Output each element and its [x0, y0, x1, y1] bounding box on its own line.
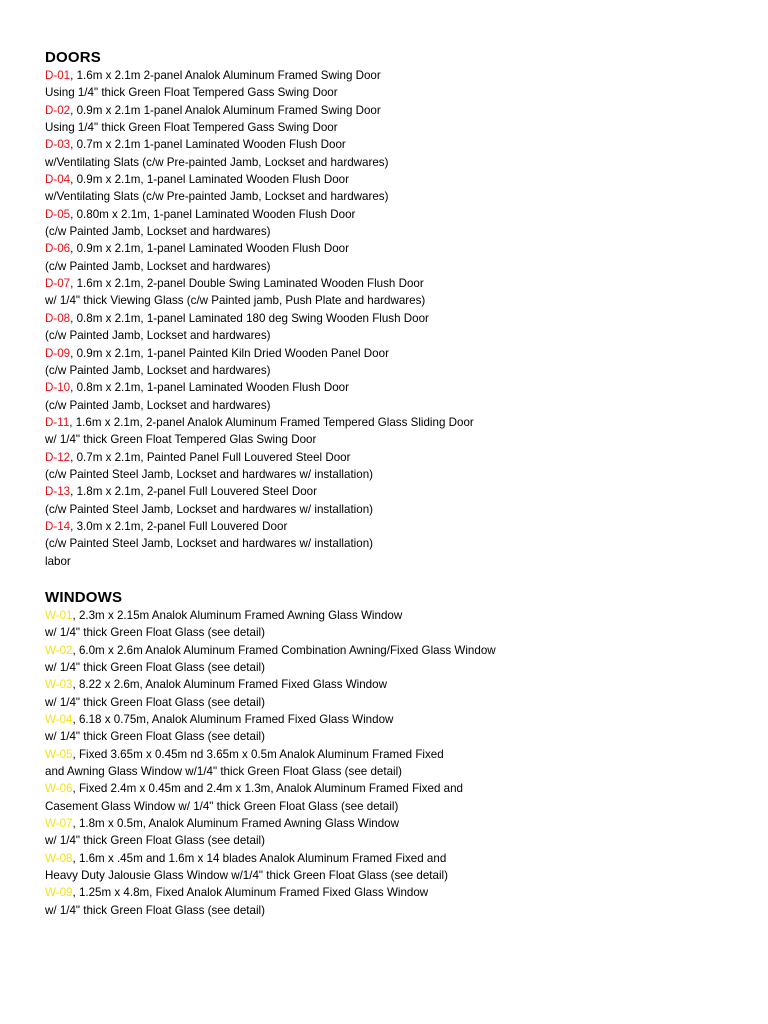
door-description: , 0.9m x 2.1m 1-panel Analok Aluminum Framed Swing Door [70, 103, 381, 117]
window-spec-detail: w/ 1/4" thick Green Float Glass (see detail) [45, 903, 265, 917]
window-code: W-01 [45, 608, 73, 622]
door-spec-item [45, 310, 745, 345]
window-spec-item [45, 642, 745, 677]
doors-list [45, 67, 745, 553]
door-spec-detail: w/ 1/4" thick Green Float Tempered Glas Swing Door [45, 433, 317, 447]
door-spec-line [45, 206, 745, 223]
doors-section [45, 47, 745, 570]
window-description: , Fixed 3.65m x 0.45m nd 3.65m x 0.5m Analok Aluminum Framed Fixed [72, 747, 444, 761]
door-description: , 3.0m x 2.1m, 2-panel Full Louvered Door [70, 519, 288, 533]
door-spec-item [45, 206, 745, 241]
window-description: , 1.8m x 0.5m, Analok Aluminum Framed Awning Glass Window [72, 817, 399, 831]
door-code: D-01 [45, 69, 71, 82]
window-spec-line [45, 850, 745, 867]
window-code: W-06 [45, 782, 73, 796]
window-code: W-09 [45, 886, 73, 900]
window-description: , 1.6m x .45m and 1.6m x 14 blades Analok Aluminum Framed Fixed and [72, 851, 447, 865]
door-spec-line [45, 414, 745, 431]
window-spec-item [45, 815, 745, 850]
window-spec-line [45, 642, 745, 659]
door-description: , 0.8m x 2.1m, 1-panel Laminated 180 deg Swing Wooden Flush Door [70, 311, 429, 325]
doors-heading: DOORS [45, 49, 102, 66]
door-spec-detail: w/Ventilating Slats (c/w Pre-painted Jamb, Lockset and hardwares) [45, 155, 389, 169]
window-spec-item [45, 711, 745, 746]
door-description: , 1.6m x 2.1m 2-panel Analok Aluminum Framed Swing Door [70, 69, 381, 82]
door-spec-detail: (c/w Painted Steel Jamb, Lockset and hardwares w/ installation) [45, 502, 374, 516]
door-code: D-11 [45, 415, 70, 429]
door-spec-line [45, 240, 745, 257]
window-description: , 1.25m x 4.8m, Fixed Analok Aluminum Framed Fixed Glass Window [72, 886, 429, 900]
door-code: D-08 [45, 311, 71, 325]
section-spacer [45, 570, 745, 587]
window-spec-detail: w/ 1/4" thick Green Float Glass (see detail) [45, 626, 265, 640]
door-spec-line [45, 171, 745, 188]
window-description: , 2.3m x 2.15m Analok Aluminum Framed Awning Glass Window [72, 608, 403, 622]
door-spec-detail: Using 1/4" thick Green Float Tempered Gass Swing Door [45, 86, 338, 100]
window-spec-item [45, 676, 745, 711]
door-spec-line [45, 67, 745, 84]
window-code: W-02 [45, 643, 73, 657]
door-code: D-04 [45, 173, 71, 187]
window-spec-detail: w/ 1/4" thick Green Float Glass (see detail) [45, 730, 265, 744]
door-code: D-09 [45, 346, 71, 360]
door-spec-item [45, 449, 745, 484]
door-spec-item [45, 414, 745, 449]
window-spec-detail: Casement Glass Window w/ 1/4" thick Green Float Glass (see detail) [45, 799, 399, 813]
door-spec-item [45, 275, 745, 310]
door-spec-item [45, 240, 745, 275]
window-spec-line [45, 607, 745, 624]
door-description: , 0.7m x 2.1m 1-panel Laminated Wooden Flush Door [70, 138, 346, 152]
window-spec-line [45, 780, 745, 797]
window-spec-line [45, 676, 745, 693]
door-spec-item [45, 483, 745, 518]
door-spec-detail: (c/w Painted Jamb, Lockset and hardwares) [45, 363, 271, 377]
door-spec-item [45, 379, 745, 414]
window-spec-item [45, 746, 745, 781]
door-description: , 1.8m x 2.1m, 2-panel Full Louvered Steel Door [70, 485, 317, 499]
window-spec-detail: and Awning Glass Window w/1/4" thick Green Float Glass (see detail) [45, 765, 403, 779]
door-spec-line [45, 379, 745, 396]
door-spec-line [45, 483, 745, 500]
door-spec-line [45, 518, 745, 535]
door-spec-detail: w/Ventilating Slats (c/w Pre-painted Jamb, Lockset and hardwares) [45, 190, 389, 204]
door-code: D-12 [45, 450, 71, 464]
door-code: D-14 [45, 519, 71, 533]
door-code: D-02 [45, 103, 71, 117]
door-spec-detail: (c/w Painted Jamb, Lockset and hardwares) [45, 398, 271, 412]
door-description: , 0.80m x 2.1m, 1-panel Laminated Wooden Flush Door [70, 207, 356, 221]
door-spec-detail: (c/w Painted Steel Jamb, Lockset and hardwares w/ installation) [45, 537, 374, 551]
window-spec-line [45, 815, 745, 832]
door-code: D-07 [45, 277, 71, 291]
door-description: , 0.9m x 2.1m, 1-panel Painted Kiln Dried Wooden Panel Door [70, 346, 389, 360]
window-description: , Fixed 2.4m x 0.45m and 2.4m x 1.3m, Analok Aluminum Framed Fixed and [72, 782, 464, 796]
window-spec-detail: w/ 1/4" thick Green Float Glass (see detail) [45, 834, 265, 848]
door-spec-item [45, 345, 745, 380]
door-spec-detail: Using 1/4" thick Green Float Tempered Gass Swing Door [45, 121, 338, 135]
windows-heading: WINDOWS [45, 588, 123, 606]
window-spec-item [45, 607, 745, 642]
window-description: , 8.22 x 2.6m, Analok Aluminum Framed Fixed Glass Window [72, 678, 387, 692]
window-spec-line [45, 711, 745, 728]
door-spec-line [45, 345, 745, 362]
door-spec-detail: (c/w Painted Jamb, Lockset and hardwares) [45, 329, 271, 343]
door-description: , 0.9m x 2.1m, 1-panel Laminated Wooden Flush Door [70, 242, 349, 256]
window-spec-item [45, 850, 745, 885]
door-spec-item [45, 171, 745, 206]
window-spec-line [45, 746, 745, 763]
doors-tail-note: labor [45, 554, 71, 568]
window-code: W-07 [45, 817, 73, 831]
door-code: D-03 [45, 138, 71, 152]
door-description: , 0.9m x 2.1m, 1-panel Laminated Wooden Flush Door [70, 173, 349, 187]
door-code: D-06 [45, 242, 71, 256]
document-page [45, 47, 745, 919]
window-spec-detail: w/ 1/4" thick Green Float Glass (see detail) [45, 661, 265, 674]
window-spec-line [45, 884, 745, 901]
window-code: W-05 [45, 747, 73, 761]
window-code: W-04 [45, 713, 73, 727]
door-spec-line [45, 102, 745, 119]
door-spec-item [45, 102, 745, 137]
windows-section [45, 587, 745, 919]
door-spec-detail: (c/w Painted Steel Jamb, Lockset and hardwares w/ installation) [45, 467, 374, 481]
window-code: W-03 [45, 678, 73, 692]
door-spec-item [45, 136, 745, 171]
door-spec-detail: w/ 1/4" thick Viewing Glass (c/w Painted jamb, Push Plate and hardwares) [45, 294, 426, 308]
door-spec-item [45, 518, 745, 553]
door-spec-line [45, 136, 745, 153]
window-code: W-08 [45, 851, 73, 865]
door-code: D-05 [45, 207, 71, 221]
door-spec-line [45, 275, 745, 292]
door-spec-line [45, 449, 745, 466]
window-spec-item [45, 780, 745, 815]
window-description: , 6.0m x 2.6m Analok Aluminum Framed Combination Awning/Fixed Glass Window [72, 643, 496, 657]
window-spec-detail: Heavy Duty Jalousie Glass Window w/1/4" thick Green Float Glass (see detail) [45, 869, 448, 883]
window-spec-item [45, 884, 745, 919]
door-description: , 1.6m x 2.1m, 2-panel Analok Aluminum Framed Tempered Glass Sliding Door [69, 415, 474, 429]
door-description: , 0.8m x 2.1m, 1-panel Laminated Wooden Flush Door [70, 381, 349, 395]
window-spec-detail: w/ 1/4" thick Green Float Glass (see detail) [45, 695, 265, 709]
door-spec-item [45, 67, 745, 102]
door-spec-line [45, 310, 745, 327]
window-description: , 6.18 x 0.75m, Analok Aluminum Framed Fixed Glass Window [72, 713, 394, 727]
door-description: , 1.6m x 2.1m, 2-panel Double Swing Laminated Wooden Flush Door [70, 277, 424, 291]
door-description: , 0.7m x 2.1m, Painted Panel Full Louvered Steel Door [70, 450, 351, 464]
door-spec-detail: (c/w Painted Jamb, Lockset and hardwares) [45, 259, 271, 273]
door-spec-detail: (c/w Painted Jamb, Lockset and hardwares) [45, 225, 271, 239]
windows-list [45, 607, 745, 919]
door-code: D-10 [45, 381, 71, 395]
door-code: D-13 [45, 485, 71, 499]
